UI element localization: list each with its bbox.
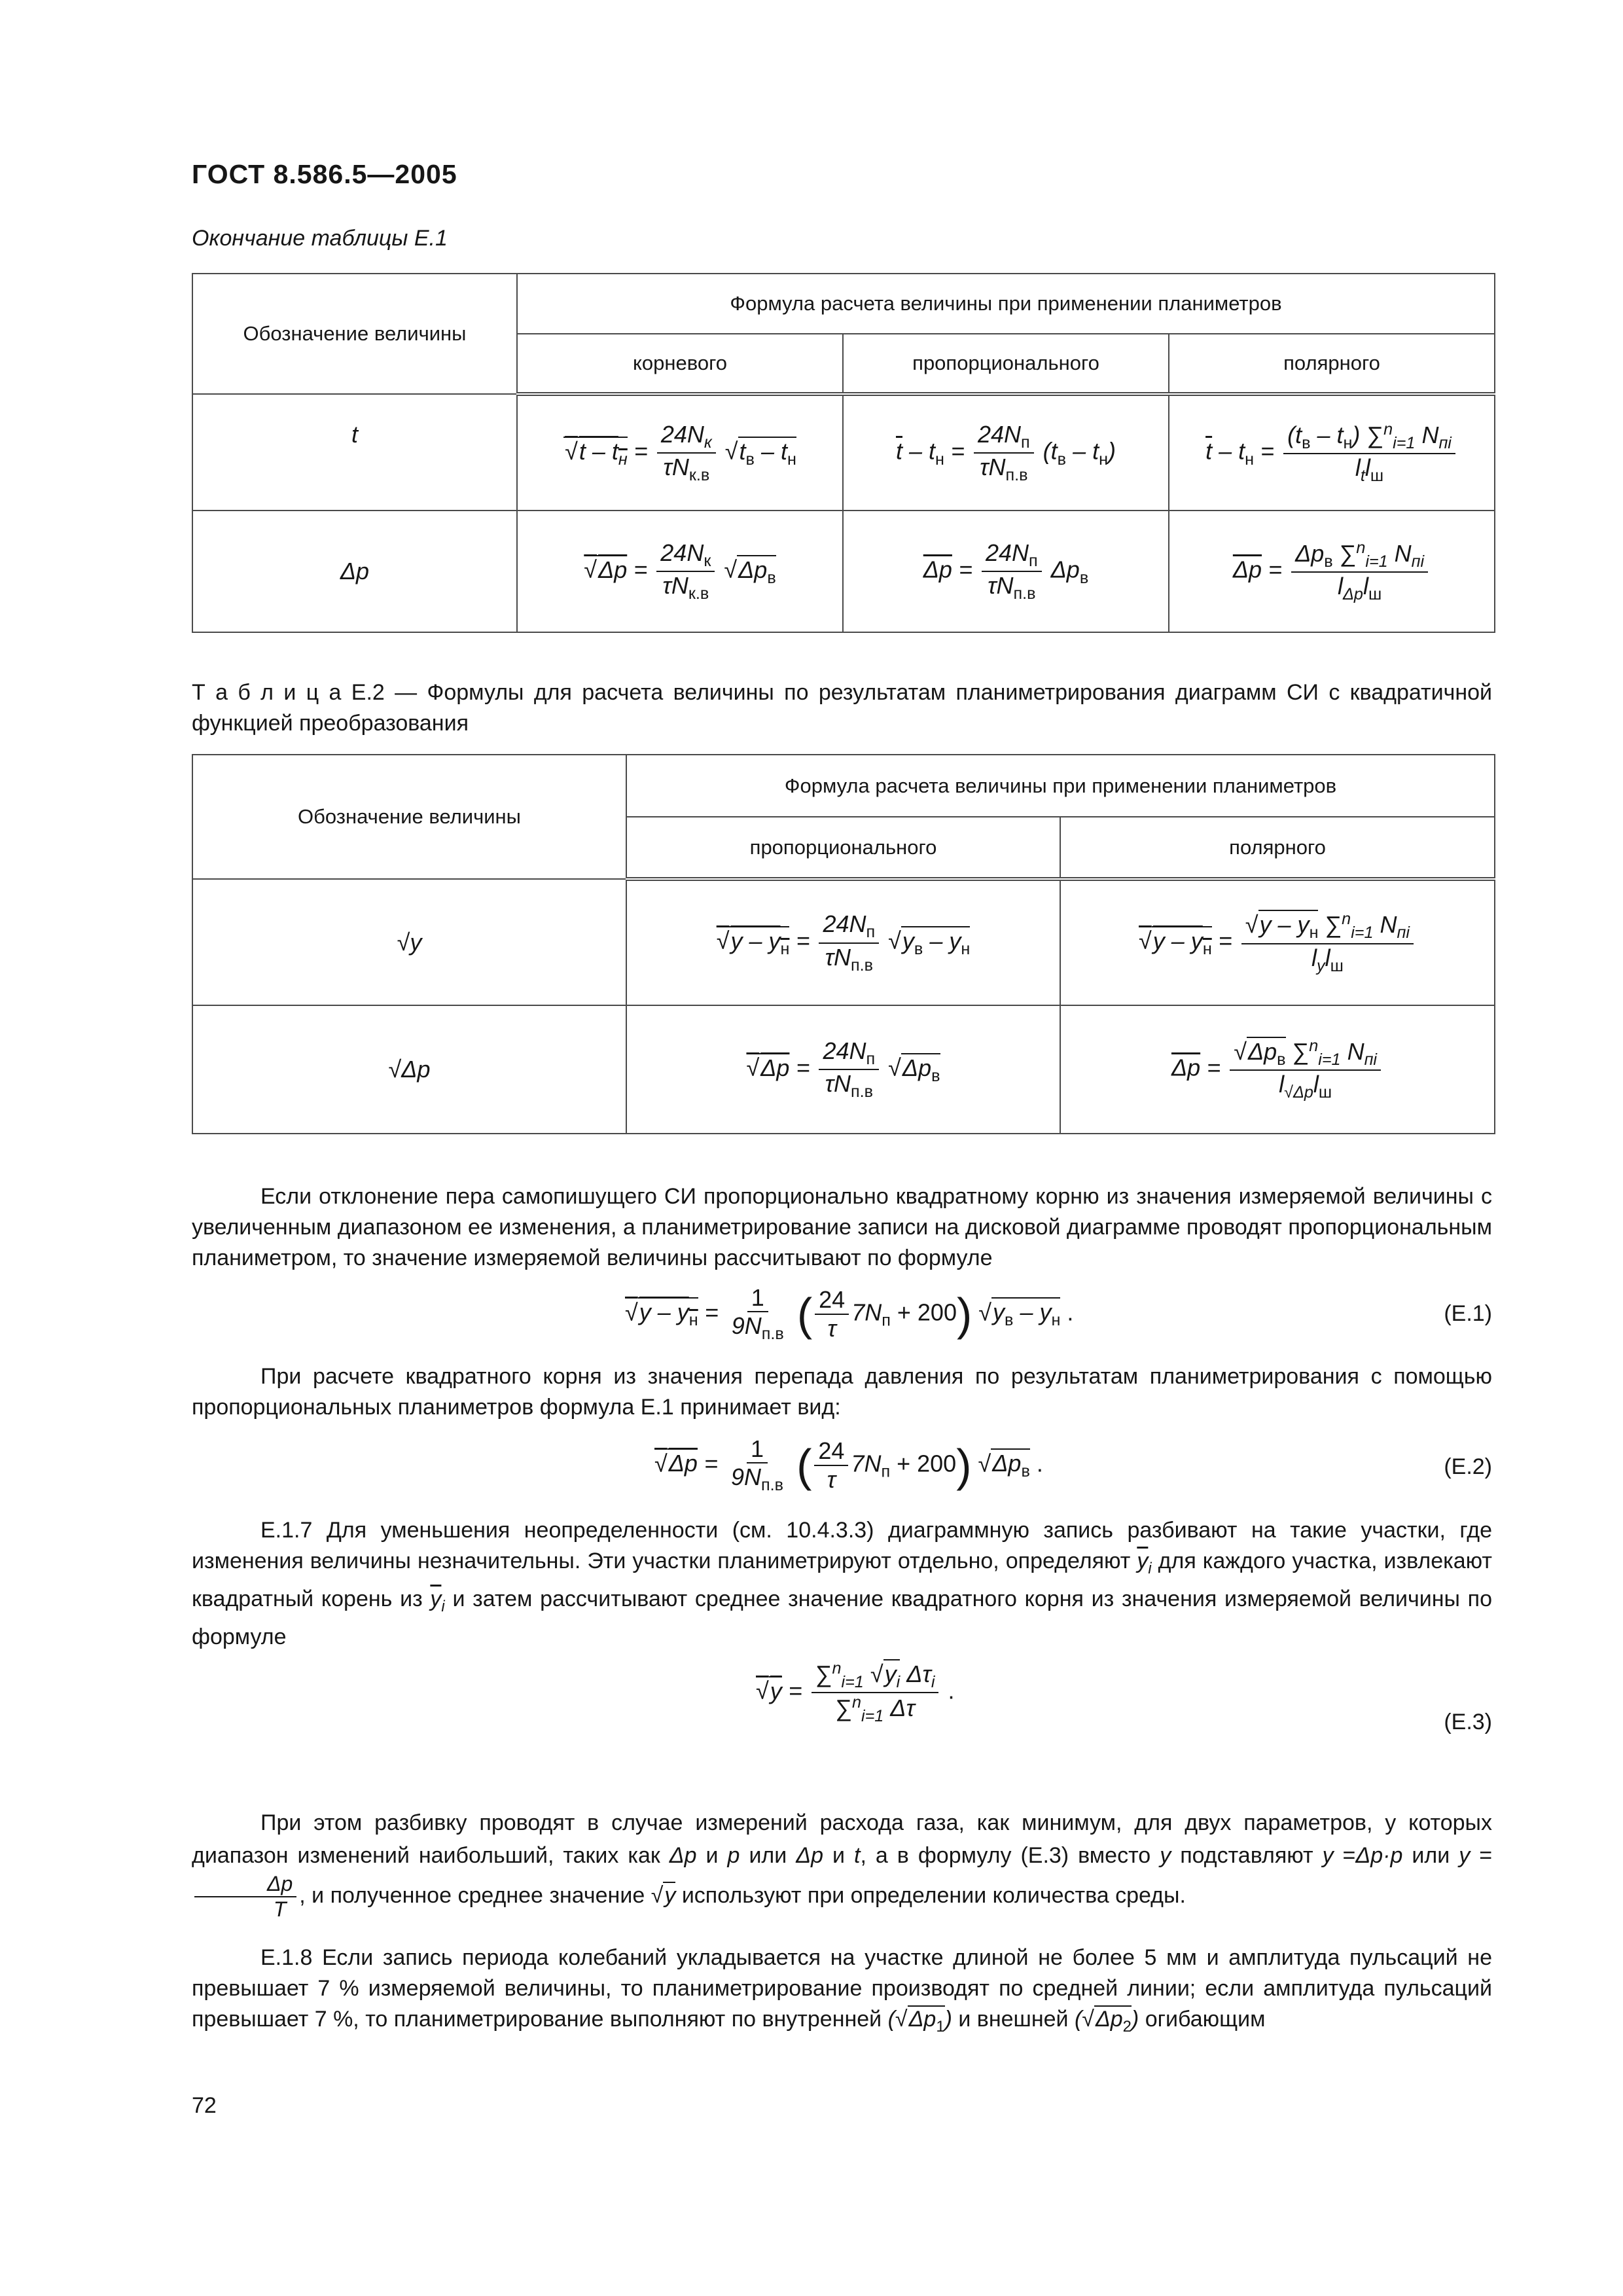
equation-e2: √Δp = 1 $9N_{п.в}$ ( $\frac{24}{\tau}$ $7N_п + 200$) $√\Delta p_в$ .	[654, 1435, 1043, 1495]
paragraph-1: Если отклонение пера самопишущего СИ пропорционально квадратному корню из значения измеряемой величины с увеличенным диапазоном ее изменения, а планиметрирование записи на дисковой диаграмме проводят пропорциональным планиметром, то значение измеряемой величины рассчитывают по формуле	[192, 1184, 1492, 1270]
paragraph-4-part-or: или	[1412, 1843, 1450, 1868]
formula-t-root: $√t - t_н$ = $24N_к$ $\tau N_{к.в}$ $√t_в - t_н$	[517, 394, 843, 511]
table2-subheader-proportional: пропорционального	[626, 817, 1060, 879]
table1-col-formula: Формула расчета величины при применении планиметров	[517, 274, 1495, 334]
table2-row-symbol-sqrt-dp: √Δp	[388, 1056, 431, 1083]
table2-subheader-polar: полярного	[1060, 817, 1495, 879]
table-e2	[192, 754, 1495, 1134]
equation-e1: $√y - y_н$ = 1 $9N_{п.в}$ ( $\frac{24}{\tau}$ $7N_п + 200$) $√y_в - y_н$ .	[625, 1284, 1074, 1344]
document-header: ГОСТ 8.586.5—2005	[192, 159, 457, 189]
paragraph-4-part-b: или	[749, 1843, 787, 1868]
paragraph-e1-8: Е.1.8 Если запись периода колебаний укладывается на участке длиной не более 5 мм и амплитуда пульсаций не превышает 7 % измеряемой величины, то планиметрирование производят по средней линии; если амплитуда пульсаций превышает 7 %, то планиметрирование выполняют по внутренней $(√\Delta p_1)$ и внешней $(√\Delta p_2)$ огибающим	[192, 1945, 1492, 2036]
paragraph-4-part-d: подставляют	[1180, 1843, 1313, 1868]
table1-col-quantity: Обозначение величины	[192, 274, 517, 394]
formula-sqrt-dp-polar: $\overline{\Delta p}$ = $√\Delta p_в$ ∑$^n_{i=1}$ $N_{пi}$ $l_{√\Delta p}l_ш$	[1060, 1005, 1495, 1134]
table1-subheader-proportional: пропорционального	[843, 334, 1169, 394]
formula-dp-proportional: $\overline{\Delta p}$ = $24N_п$ $\tau N_{п.в}$ $\Delta p_в$	[843, 511, 1169, 632]
formula-t-polar: $\overline{t} - t_н$ = $(t_в - t_н)$ ∑$^n_{i=1}$ $N_{пi}$ $l_tl_ш$	[1169, 394, 1495, 511]
paragraph-e1-8-part-a: Е.1.8 Если запись периода колебаний укладывается на участке длиной не более 5 мм и амплитуда пульсаций не превышает 7 % измеряемой величины, то планиметрирование производят по средней линии; если амплитуда пульсаций превышает 7 %, то планиметрирование выполняют по внутренней	[192, 1945, 1492, 2032]
formula-dp-polar: $\overline{\Delta p}$ = $\Delta p_в$ ∑$^n_{i=1}$ $N_{пi}$ $l_{\Delta p}l_ш$	[1169, 511, 1495, 632]
equation-e1-number: (Е.1)	[1444, 1301, 1492, 1326]
paragraph-e1-8-part-b: и внешней	[958, 2007, 1069, 2032]
paragraph-e1-7-part-c: и затем рассчитывают среднее значение квадратного корня из значения измеряемой величины по формуле	[192, 1586, 1492, 1649]
paragraph-4-part-f: используют при определении количества среды.	[681, 1882, 1186, 1908]
table2-caption-prefix: Т а б л и ц а	[192, 680, 342, 705]
paragraph-4-part-e: , и полученное среднее значение	[299, 1882, 645, 1908]
paragraph-e1-7-part-b: для каждого участка, извлекают квадратный корень из	[192, 1549, 1492, 1611]
paragraph-2: При расчете квадратного корня из значения перепада давления по результатам планиметрирования с помощью пропорциональных планиметров формула Е.1 принимает вид:	[192, 1364, 1492, 1420]
paragraph-4-part-c: , а в формулу (Е.3) вместо	[860, 1843, 1151, 1868]
page-number: 72	[192, 2093, 217, 2118]
table2-col-formula: Формула расчета величины при применении планиметров	[626, 755, 1495, 817]
paragraph-e1-8-part-c: огибающим	[1145, 2007, 1266, 2032]
paragraph-4: При этом разбивку проводят в случае измерений расхода газа, как минимум, для двух параметров, у которых диапазон изменений наибольший, таких как Δp и p или Δp и t, а в формулу (Е.3) вместо y подставляют y =Δp·p или y = $\frac{\Delta p}{T}$ , и полученное среднее значение √y используют при определении количества среды.	[192, 1810, 1493, 1921]
formula-sqrt-y-proportional: $√y - y_н$ = $24N_п$ $\tau N_{п.в}$ $√y_в - y_н$	[626, 879, 1060, 1005]
paragraph-4-part-a: При этом разбивку проводят в случае измерений расхода газа, как минимум, для двух параметров, у которых диапазон изменений наибольший, таких как	[192, 1810, 1492, 1868]
paragraph-e1-7-part-a: Е.1.7 Для уменьшения неопределенности (см. 10.4.3.3) диаграммную запись разбивают на такие участки, где изменения величины незначительны. Эти участки планиметрируют отдельно, определяют	[192, 1518, 1492, 1573]
table2-caption-text: Е.2 — Формулы для расчета величины по результатам планиметрирования диаграмм СИ с квадратичной функцией преобразования	[192, 680, 1492, 736]
equation-e3-number: (Е.3)	[1444, 1710, 1492, 1734]
table2-caption	[192, 677, 1492, 739]
table1-caption: Окончание таблицы Е.1	[192, 226, 448, 251]
table-e1	[192, 273, 1495, 633]
formula-sqrt-dp-proportional: √Δp = $24N_п$ $\tau N_{п.в}$ $√\Delta p_в$	[626, 1005, 1060, 1134]
table1-subheader-polar: полярного	[1169, 334, 1495, 394]
table2-row-symbol-sqrt-y: √y	[397, 928, 422, 956]
paragraph-e1-7: Е.1.7 Для уменьшения неопределенности (см. 10.4.3.3) диаграммную запись разбивают на такие участки, где изменения величины незначительны. Эти участки планиметрируют отдельно, определяют $\overline{y}_i$ для каждого участка, извлекают квадратный корень из $\overline{y}_i$ и затем рассчитывают среднее значение квадратного корня из значения измеряемой величины по формуле	[192, 1518, 1492, 1649]
table1-row-symbol-t: t	[351, 421, 358, 448]
table1-row-symbol-dp: Δp	[340, 558, 370, 584]
formula-t-proportional: $\overline{t} - t_н$ = $24N_п$ $\tau N_{п.в}$ $(t_в - t_н)$	[843, 394, 1169, 511]
equation-e3: √y = ∑$^n_{i=1}$ $√y_i$ $\Delta\tau_i$ ∑$^n_{i=1}$ Δτ .	[756, 1659, 955, 1726]
table1-subheader-root: корневого	[517, 334, 843, 394]
equation-e2-number: (Е.2)	[1444, 1454, 1492, 1479]
table2-col-quantity: Обозначение величины	[192, 755, 626, 879]
formula-sqrt-y-polar: $√y - y_н$ = $√y - y_н$ ∑$^n_{i=1}$ $N_{пi}$ $l_yl_ш$	[1060, 879, 1495, 1005]
formula-dp-root: √Δp = $24N_к$ $\tau N_{к.в}$ $√\Delta p_в$	[517, 511, 843, 632]
